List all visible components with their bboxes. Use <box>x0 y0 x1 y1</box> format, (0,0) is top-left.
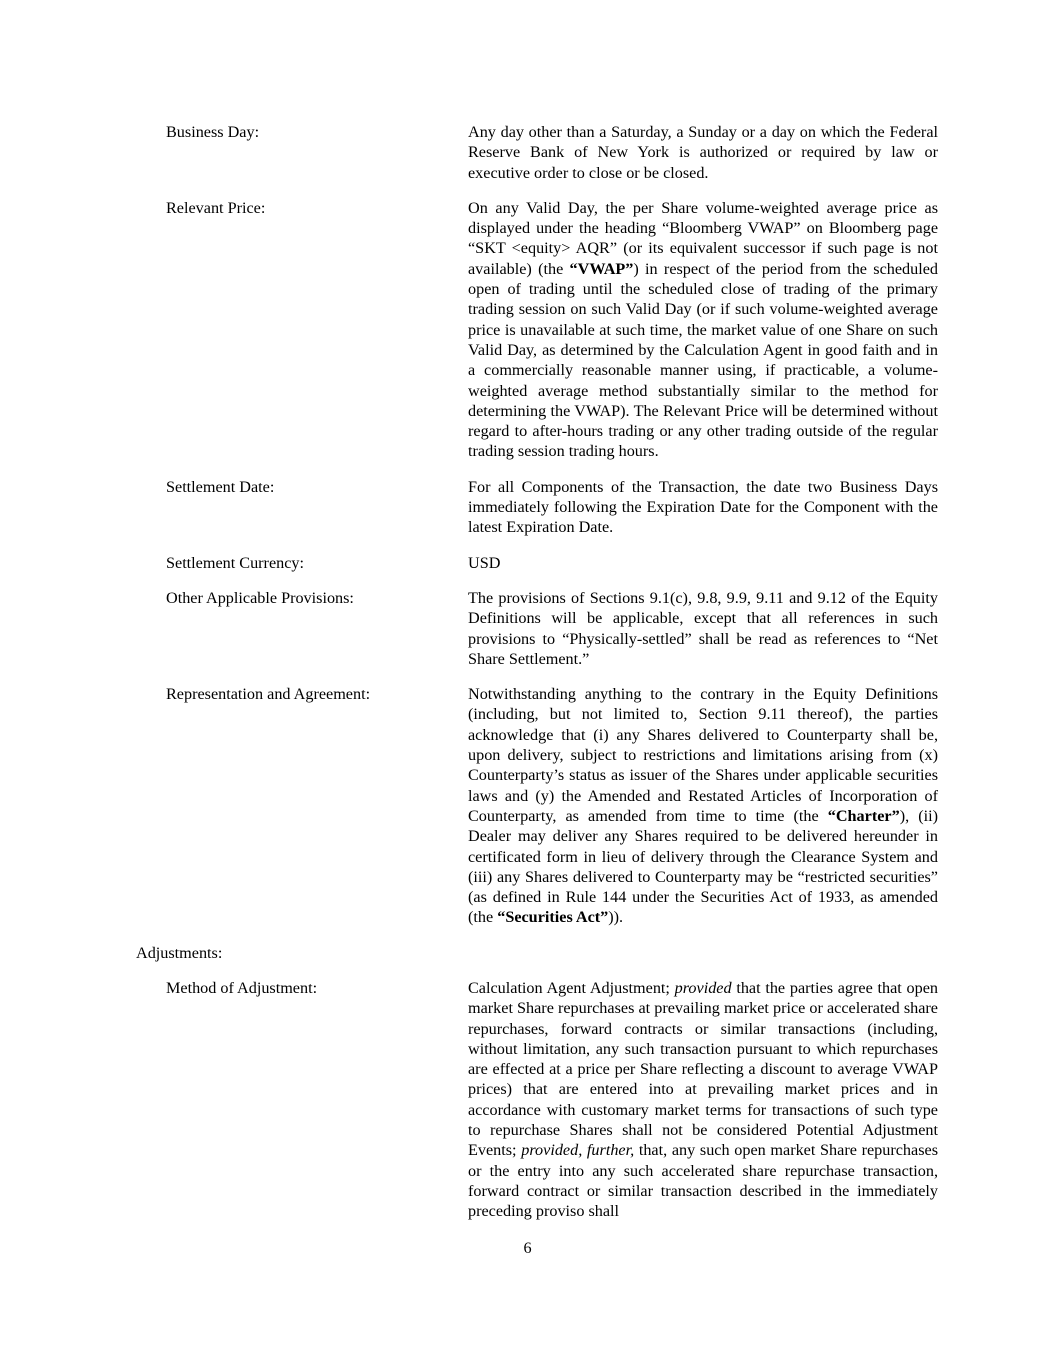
term-label: Business Day: <box>166 123 260 141</box>
term-label: Settlement Currency: <box>166 553 305 572</box>
term-label: Settlement Date: <box>166 477 275 496</box>
term-row <box>136 943 938 963</box>
term-label: Relevant Price: <box>166 198 266 217</box>
term-value: On any Valid Day, the per Share volume-weighted average price as displayed under the heading “Bloomberg VWAP” on Bloomberg page “SKT <equity> AQR” (or its equivalent successor if such page is not available) (the “VWAP”) in respect of the period from the scheduled open of trading until the scheduled close of trading of the primary trading session on such Valid Day (or if such volume-weighted average price is unavailable at such time, the market value of one Share on such Valid Day, as determined by the Calculation Agent in good faith and in a commercially reasonable manner using, if practicable, a volume-weighted average method substantially similar to the method for determining the VWAP). The Relevant Price will be determined without regard to after-hours trading or any other trading outside of the regular trading session trading hours. <box>468 198 938 461</box>
term-row <box>136 477 938 538</box>
term-row <box>136 553 938 573</box>
term-value: The provisions of Sections 9.1(c), 9.8, 9.9, 9.11 and 9.12 of the Equity Definitions will be applicable, except that all references in such provisions to “Physically-settled” shall be read as references to “Net Share Settlement.” <box>468 588 938 668</box>
term-label: Representation and Agreement: <box>166 685 371 704</box>
term-row <box>136 684 938 928</box>
page-number: 6 <box>523 1239 532 1257</box>
term-value: Any day other than a Saturday, a Sunday or a day on which the Federal Reserve Bank of New York is authorized or required by law or executive order to close or be closed. <box>468 123 938 182</box>
term-value: Notwithstanding anything to the contrary in the Equity Definitions (including, but not limited to, Section 9.11 thereof), the parties acknowledge that (i) any Shares delivered to Counterparty shall be, upon delivery, subject to restrictions and limitations arising from (x) Counterparty’s status as issuer of the Shares under applicable securities laws and (y) the Amended and Restated Articles of Incorporation of Counterparty, as amended from time to time (the “Charter”), (ii) Dealer may deliver any Shares required to be delivered hereunder in certificated form in lieu of delivery through the Clearance System and (iii) any Shares delivered to Counterparty may be “restricted securities” (as defined in Rule 144 under the Securities Act of 1933, as amended (the “Securities Act”)). <box>468 685 938 927</box>
terms-list <box>136 122 938 1222</box>
term-value: For all Components of the Transaction, the date two Business Days immediately following the Expiration Date for the Component with the latest Expiration Date. <box>468 477 938 537</box>
term-row <box>136 978 938 1222</box>
term-label: Method of Adjustment: <box>166 978 318 997</box>
term-value: Calculation Agent Adjustment; provided that the parties agree that open market Share repurchases at prevailing market price or accelerated share repurchases, forward contracts or similar transactions (including, without limitation, any such transaction pursuant to which repurchases are effected at a price per Share reflecting a discount to average VWAP prices) that are entered into at prevailing market prices and in accordance with customary market terms for transactions of such type to repurchase Shares shall not be considered Potential Adjustment Events; provided, further, that, any such open market Share repurchases or the entry into any such accelerated share repurchase transaction, forward contract or similar transaction described in the immediately preceding proviso shall <box>468 978 938 1221</box>
term-row <box>136 122 938 183</box>
term-value: USD <box>468 553 501 572</box>
term-row <box>136 588 938 669</box>
term-label: Other Applicable Provisions: <box>166 588 354 607</box>
term-label: Adjustments: <box>136 943 223 962</box>
term-row <box>136 198 938 462</box>
